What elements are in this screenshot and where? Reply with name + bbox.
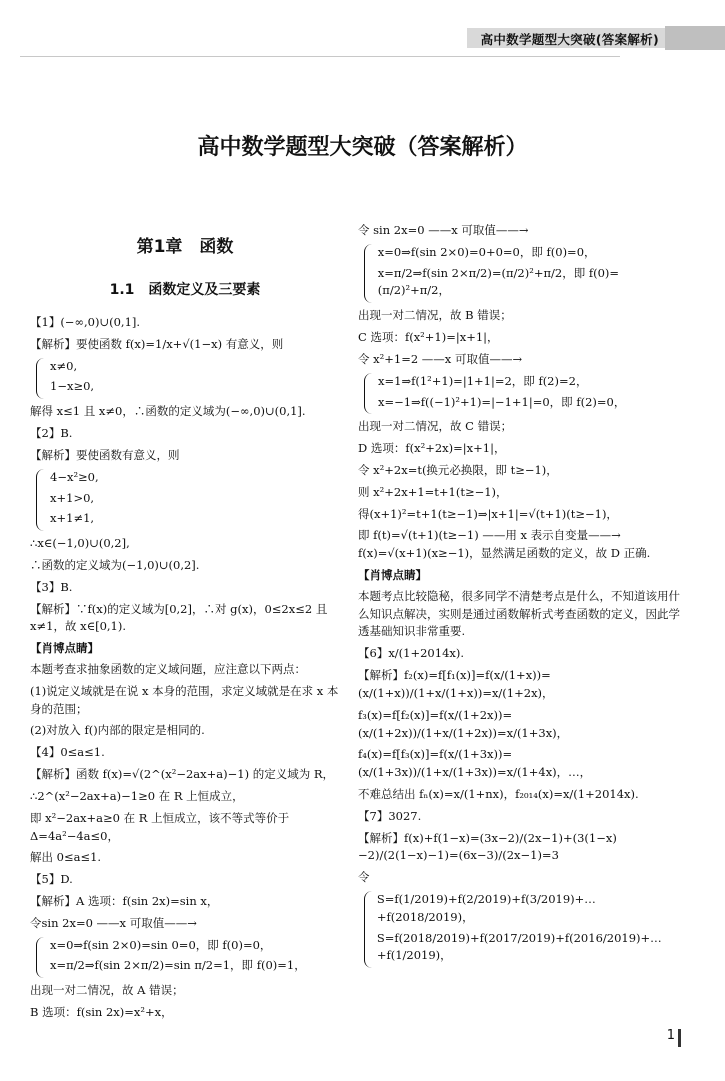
equation-row: x+1>0,	[50, 490, 95, 505]
equation-row: x≠0,	[50, 358, 78, 373]
text-line: 令 sin 2x=0 ——x 可取值——→	[358, 223, 529, 237]
left-brace-icon	[36, 937, 45, 979]
right-column	[358, 222, 683, 972]
equation-row: x=1⇒f(1²+1)=|1+1|=2，即 f(2)=2，	[378, 373, 588, 388]
text-line: (1)说定义域就是在说 x 本身的范围，求定义域就是在求 x 本身的范围；	[30, 683, 339, 716]
equation-system	[364, 244, 683, 303]
equation-system	[364, 891, 683, 968]
equation-row: S=f(2018/2019)+f(2017/2019)+f(2016/2019)+…+f(1/2019)，	[376, 930, 662, 963]
equation-row: S=f(1/2019)+f(2/2019)+f(3/2019)+…+f(2018/2019)，	[376, 892, 596, 924]
text-line: 即 x²−2ax+a≥0 在 R 上恒成立，该不等式等价于 Δ=4a²−4a≤0，	[30, 810, 290, 843]
text-line: 【解析】要使函数有意义，则	[30, 447, 180, 462]
text-line: 【2】B.	[30, 426, 73, 441]
equation-system	[364, 373, 683, 415]
text-line: 出现一对二情况，故 B 错误；	[358, 308, 512, 323]
text-line: ∴x∈(−1,0)∪(0,2],	[30, 536, 130, 551]
equation-row: 1−x≥0,	[50, 379, 95, 394]
header-rule	[20, 56, 620, 57]
equation-system	[36, 937, 340, 979]
text-line: 【6】x/(1+2014x).	[358, 646, 465, 661]
note-heading: 【肖博点睛】	[30, 641, 99, 656]
right-column-body	[358, 222, 683, 968]
text-line: 【7】3027.	[358, 808, 422, 823]
section-heading: 1.1 函数定义及三要素	[109, 282, 261, 299]
equation-row: x=π/2⇒f(sin 2×π/2)=sin π/2=1，即 f(0)=1，	[50, 958, 306, 973]
text-line: 【解析】要使函数 f(x)=1/x+√(1−x) 有意义，则	[30, 336, 284, 351]
header-tab	[665, 26, 725, 50]
equation-row: x=0⇒f(sin 2×0)=0+0=0，即 f(0)=0，	[377, 244, 596, 259]
text-line: 令 x²+2x=t(换元必换限，即 t≥−1)，	[358, 462, 558, 477]
text-line: 则 x²+2x+1=t+1(t≥−1)，	[358, 484, 508, 499]
page-edge-mark	[678, 1029, 681, 1047]
text-line: 令sin 2x=0 ——x 可取值——→	[30, 915, 197, 930]
text-line: 【解析】f(x)+f(1−x)=(3x−2)/(2x−1)+(3(1−x)−2)/(2(1−x)−1)=(6x−3)/(2x−1)=3	[358, 830, 617, 863]
text-line: 令	[358, 870, 370, 885]
header-title: 高中数学题型大突破(答案解析)	[480, 32, 659, 47]
text-line: C 选项：f(x²+1)=|x+1|，	[358, 330, 499, 345]
text-line: 【解析】f₂(x)=f[f₁(x)]=f(x/(1+x))=(x/(1+x))/(1+x/(1+x))=x/(1+2x)，	[358, 668, 554, 700]
text-line: ∴2^(x²−2ax+a)−1≥0 在 R 上恒成立，	[30, 788, 244, 803]
equation-row: x=π/2⇒f(sin 2×π/2)=(π/2)²+π/2，即 f(0)=(π/2)²+π/2，	[377, 265, 620, 298]
text-line: 【3】B.	[30, 579, 73, 594]
left-brace-icon	[364, 244, 373, 303]
left-column	[30, 222, 340, 1026]
text-line: 【4】0≤a≤1.	[30, 745, 105, 760]
page-title: 高中数学题型大突破（答案解析）	[197, 135, 528, 160]
text-line: 【解析】函数 f(x)=√(2^(x²−2ax+a)−1) 的定义域为 R，	[30, 767, 335, 782]
text-line: 不难总结出 fₙ(x)=x/(1+nx)，f₂₀₁₄(x)=x/(1+2014x).	[358, 786, 639, 801]
text-line: 出现一对二情况，故 A 错误；	[30, 983, 184, 998]
page-header	[0, 0, 725, 48]
text-line: f₄(x)=f[f₃(x)]=f(x/(1+3x))=(x/(1+3x))/(1+x/(1+3x))=x/(1+4x)，…，	[358, 747, 592, 780]
text-line: D 选项：f(x²+2x)=|x+1|，	[358, 441, 506, 456]
text-line: 【5】D.	[30, 872, 73, 887]
text-line: 即 f(t)=√(t+1)(t≥−1) ——用 x 表示自变量——→ f(x)=√(x+1)(x≥−1)，显然满足函数的定义，故 D 正确.	[358, 528, 651, 561]
text-line: (2)对放入 f()内部的限定是相同的.	[30, 723, 205, 738]
left-brace-icon	[36, 358, 45, 400]
text-line: 【1】(−∞,0)∪(0,1].	[30, 315, 141, 330]
text-line: f₃(x)=f[f₂(x)]=f(x/(1+2x))=(x/(1+2x))/(1+x/(1+2x))=x/(1+3x)，	[358, 707, 569, 740]
note-heading: 【肖博点睛】	[358, 568, 427, 582]
text-line: 本题考查求抽象函数的定义域问题，应注意以下两点：	[30, 662, 306, 677]
text-line: ∴函数的定义域为(−1,0)∪(0,2].	[30, 557, 200, 572]
left-brace-icon	[36, 469, 45, 531]
equation-system	[36, 469, 340, 531]
text-line: 【解析】A 选项：f(sin 2x)=sin x，	[30, 893, 219, 908]
chapter-heading: 第1章 函数	[136, 237, 234, 257]
text-line: 令 x²+1=2 ——x 可取值——→	[358, 351, 523, 366]
left-brace-icon	[364, 891, 372, 968]
equation-row: 4−x²≥0,	[50, 469, 99, 484]
text-line: 【解析】∵f(x)的定义域为[0,2]，∴对 g(x)，0≤2x≤2 且 x≠1，故 x∈[0,1).	[30, 601, 328, 634]
text-line: 出现一对二情况，故 C 错误；	[358, 419, 513, 434]
page-number: 1	[666, 1028, 675, 1043]
text-line: B 选项：f(sin 2x)=x²+x，	[30, 1005, 173, 1020]
text-line: 得(x+1)²=t+1(t≥−1)⇒|x+1|=√(t+1)(t≥−1)，	[358, 506, 618, 521]
equation-row: x+1≠1,	[50, 511, 95, 526]
text-line: 解得 x≤1 且 x≠0，∴函数的定义域为(−∞,0)∪(0,1].	[30, 404, 306, 419]
equation-system	[36, 358, 340, 400]
left-column-body	[30, 314, 340, 1022]
equation-row: x=0⇒f(sin 2×0)=sin 0=0，即 f(0)=0，	[50, 937, 272, 952]
text-line: 解出 0≤a≤1.	[30, 850, 102, 865]
left-brace-icon	[364, 373, 373, 415]
equation-row: x=−1⇒f((−1)²+1)=|−1+1|=0，即 f(2)=0，	[378, 394, 626, 409]
text-line: 本题考点比较隐秘，很多同学不清楚考点是什么，不知道该用什么知识点解决，实则是通过函数解析式考查函数的定义，因此学透基础知识非常重要.	[358, 588, 680, 639]
